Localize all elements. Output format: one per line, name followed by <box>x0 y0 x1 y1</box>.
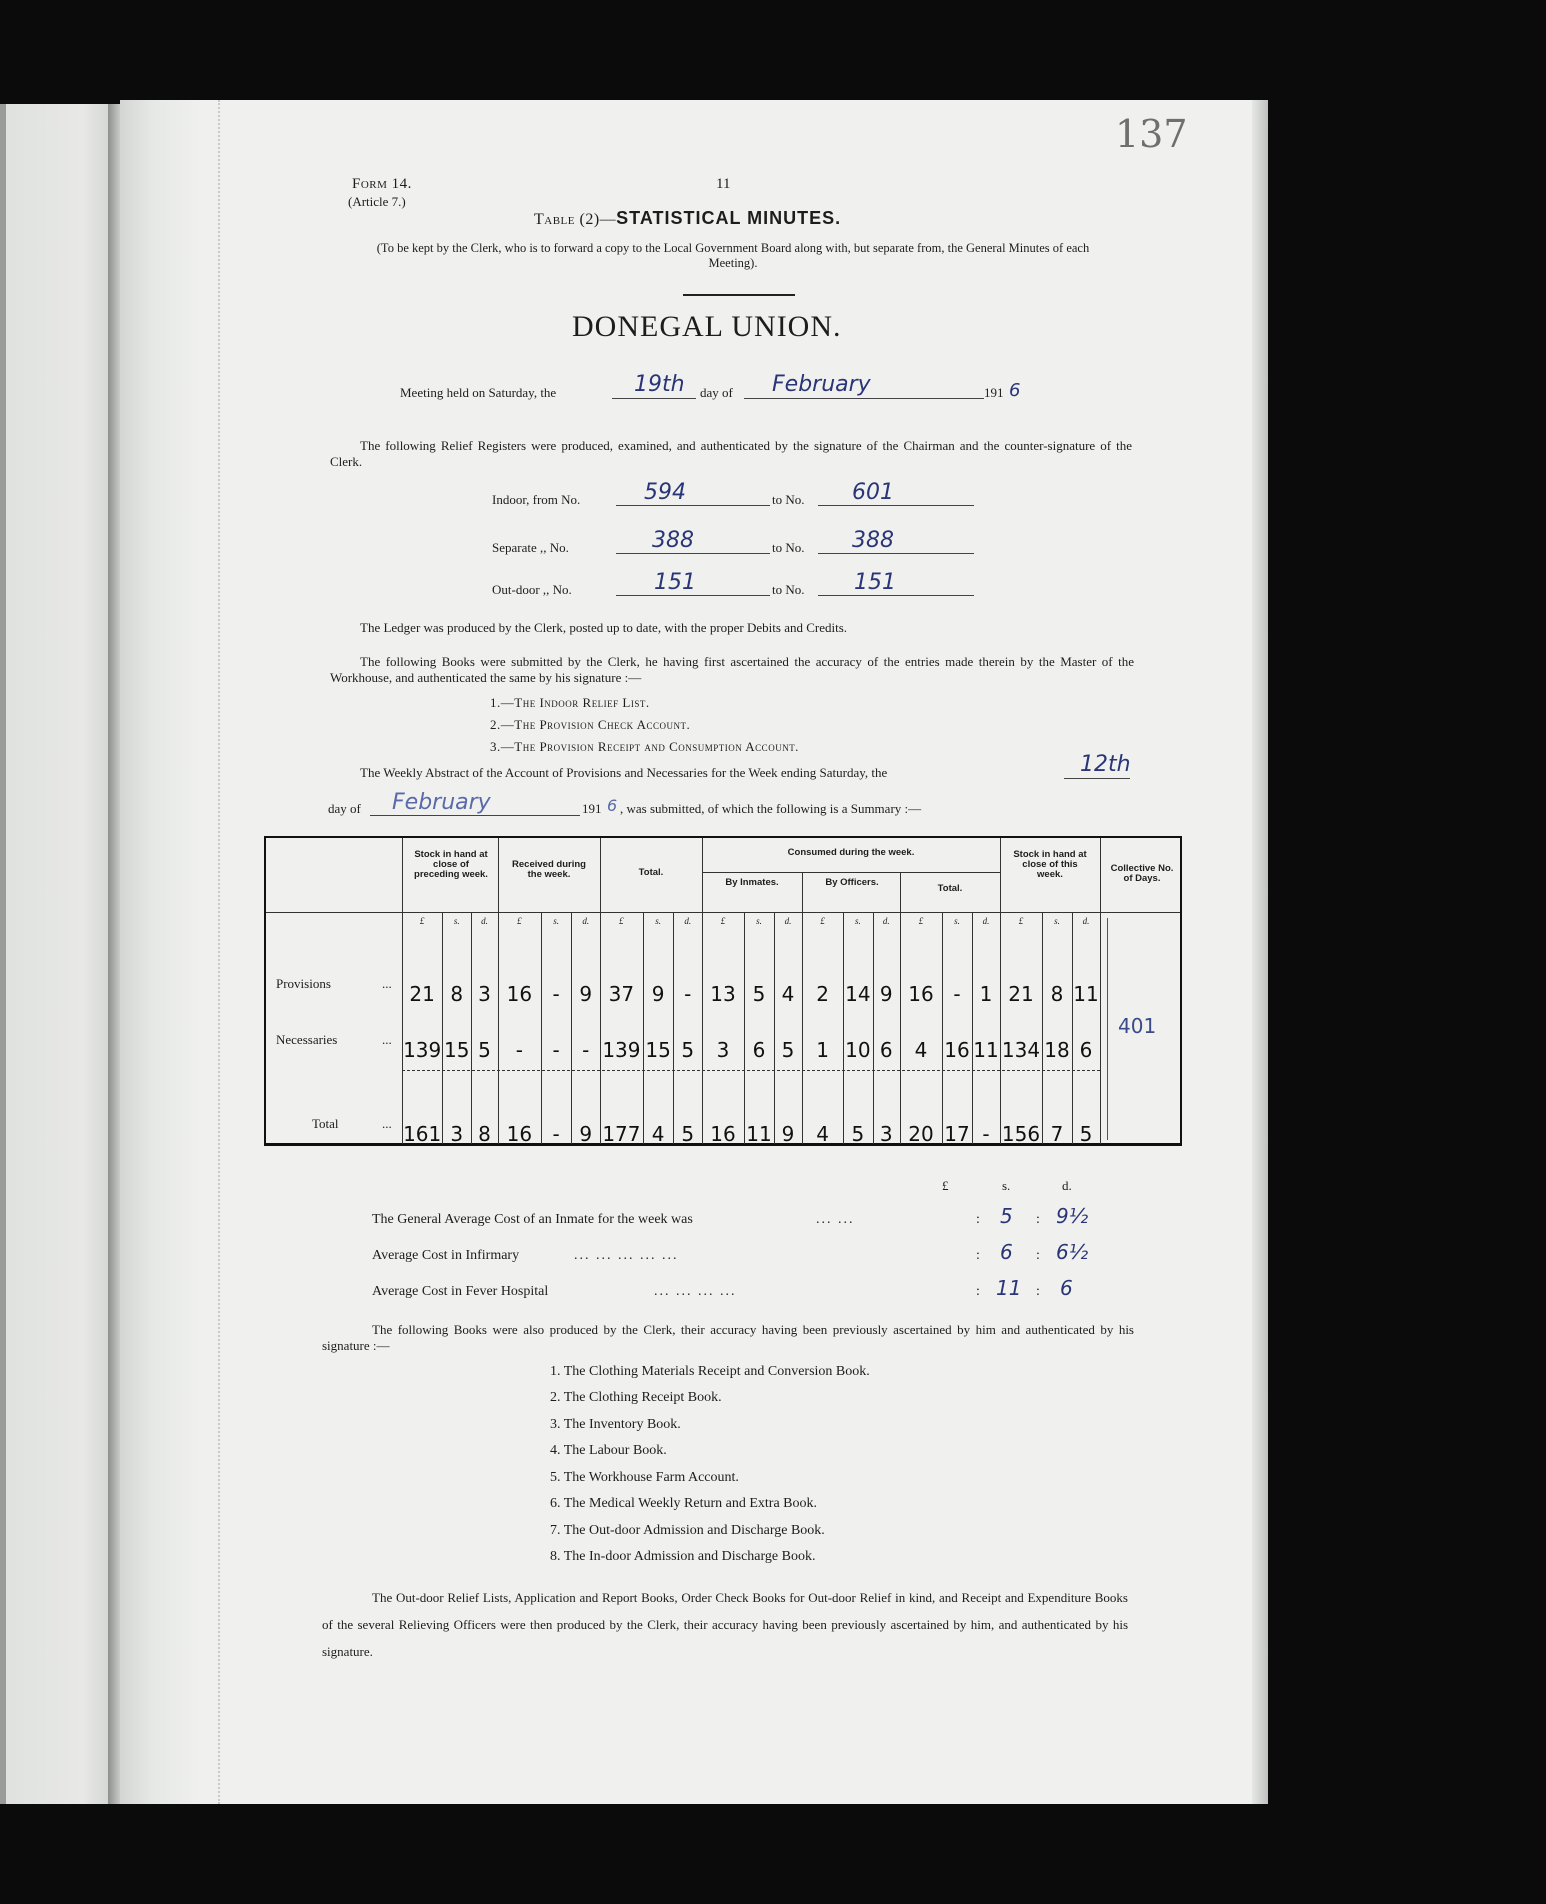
also-book-item: 1. The Clothing Materials Receipt and Conversion Book. <box>550 1364 870 1379</box>
also-book-item: 3. The Inventory Book. <box>550 1417 681 1432</box>
table-cell: 139 <box>403 1038 442 1062</box>
row-label-provisions <box>276 976 392 992</box>
unit-label: d. <box>784 916 792 926</box>
header-received: Received during the week. <box>512 859 586 880</box>
register-to-label: to No. <box>772 492 805 507</box>
table-cell: 16 <box>506 1122 533 1146</box>
sub-column-rule <box>571 912 572 1144</box>
table-cell: 2 <box>816 982 829 1006</box>
unit-label: d. <box>982 916 990 926</box>
unit-label: s. <box>453 916 460 926</box>
form-article: (Article 7.) <box>348 194 406 209</box>
table-cell: 16 <box>944 1038 970 1062</box>
union-name: DONEGAL UNION. <box>572 310 842 343</box>
left-page-edge <box>0 104 6 1804</box>
table-cell: 5 <box>681 1122 695 1146</box>
table-title <box>534 208 841 229</box>
table-cell: 14 <box>845 982 871 1006</box>
table-cell: 6 <box>879 1038 893 1062</box>
sub-column-rule <box>774 912 775 1144</box>
meeting-year: 191 <box>984 385 1004 400</box>
unit-label: d. <box>1082 916 1090 926</box>
register-from-separate: 388 <box>652 528 694 553</box>
register-line <box>818 595 974 596</box>
abstract-suffix: , was submitted, of which the following is a Summary :— <box>620 801 922 816</box>
table-cell: 7 <box>1050 1122 1064 1146</box>
unit-label: £ <box>1018 916 1024 926</box>
also-book-item: 4. The Labour Book. <box>550 1443 667 1458</box>
unit-label: d. <box>684 916 692 926</box>
table-cell: 16 <box>908 982 934 1006</box>
row-label-necessaries <box>276 1032 392 1048</box>
table-cell: 17 <box>944 1122 970 1146</box>
register-line <box>616 553 770 554</box>
fold-shadow <box>120 100 200 1804</box>
book-gutter <box>108 104 120 1804</box>
header-stock-close: Stock in hand at close of this week. <box>1013 849 1087 880</box>
sub-column-rule <box>843 912 844 1144</box>
collective-brace <box>1100 918 1108 1140</box>
table-cell: 1 <box>816 1038 829 1062</box>
table-cell: 177 <box>602 1122 641 1146</box>
instructions: (To be kept by the Clerk, who is to forward a copy to the Local Government Board along with, but separate from, the General Minutes of each Meeting). <box>376 241 1090 270</box>
summary-table <box>264 836 1182 1146</box>
register-label-separate: Separate ,, No. <box>492 540 569 555</box>
register-line <box>616 595 770 596</box>
register-from-indoor: 594 <box>644 480 686 505</box>
meeting-year-hand: 6 <box>1009 380 1021 401</box>
table-cell: 9 <box>879 982 893 1006</box>
register-line <box>818 553 974 554</box>
table-cell: - <box>552 1122 560 1146</box>
register-to-separate: 388 <box>852 528 894 553</box>
sub-column-rule <box>471 912 472 1144</box>
table-title-text: STATISTICAL MINUTES. <box>616 208 842 228</box>
table-cell: 9 <box>579 1122 593 1146</box>
register-to-label: to No. <box>772 582 805 597</box>
unit-label: £ <box>517 916 522 926</box>
unit-label: d. <box>882 916 890 926</box>
avg-infirmary-s: 6 <box>1000 1240 1013 1264</box>
avg-label-inmate: The General Average Cost of an Inmate for the week was <box>372 1212 693 1227</box>
table-cell: - <box>582 1038 590 1062</box>
sub-column-rule <box>744 912 745 1144</box>
leader-dots: ... <box>382 1116 392 1131</box>
table-cell: 16 <box>506 982 533 1006</box>
table-cell: 139 <box>602 1038 641 1062</box>
meeting-month: February <box>772 372 871 397</box>
table-cell: 8 <box>1050 982 1064 1006</box>
unit-label: s. <box>756 916 762 926</box>
table-cell: 6 <box>752 1038 766 1062</box>
register-line <box>616 505 770 506</box>
table-cell: 11 <box>746 1122 772 1146</box>
unit-label: £ <box>419 916 425 926</box>
unit-label: £ <box>619 916 624 926</box>
avg-colon: : <box>1036 1284 1040 1299</box>
register-to-label: to No. <box>772 540 805 555</box>
avg-colon: : <box>1036 1212 1040 1227</box>
leader-dots: ... <box>382 976 392 991</box>
table-cell: 3 <box>716 1038 730 1062</box>
table-cell: 4 <box>651 1122 665 1146</box>
table-cell: 5 <box>851 1122 865 1146</box>
table-cell: - <box>953 982 961 1006</box>
form-number: Form 14. <box>352 176 412 192</box>
header-consumed: Consumed during the week. <box>787 847 915 858</box>
book-item: 1.—The Indoor Relief List. <box>490 695 650 710</box>
row-label-text: Provisions <box>276 976 331 991</box>
also-books-intro: The following Books were also produced by the Clerk, their accuracy having been previously ascertained by him and authenticated by his signature :— <box>322 1322 1134 1353</box>
collective-days: 401 <box>1118 1014 1157 1038</box>
avg-label-fever: Average Cost in Fever Hospital <box>372 1284 549 1299</box>
sub-column-rule <box>442 912 443 1144</box>
register-label-indoor: Indoor, from No. <box>492 492 581 507</box>
also-book-item: 7. The Out-door Admission and Discharge Book. <box>550 1523 825 1538</box>
table-cell: 15 <box>645 1038 671 1062</box>
table-cell: 3 <box>478 982 491 1006</box>
register-to-outdoor: 151 <box>854 570 896 595</box>
table-cell: 20 <box>908 1122 934 1146</box>
avg-fever-d: 6 <box>1060 1276 1073 1300</box>
table-cell: 156 <box>1001 1122 1041 1146</box>
table-cell: 134 <box>1001 1038 1041 1062</box>
avg-dots: ... ... ... ... <box>654 1284 737 1299</box>
table-cell: - <box>515 1038 524 1062</box>
abstract-year: 191 <box>582 801 602 816</box>
unit-label: s. <box>854 916 861 926</box>
sub-column-rule <box>1042 912 1043 1144</box>
row-label-text: Total <box>312 1116 339 1131</box>
table-cell: 6 <box>1079 1038 1093 1062</box>
registers-intro: The following Relief Registers were produced, examined, and authenticated by the signature of the Chairman and the counter-signature of the Clerk. <box>330 438 1132 469</box>
table-rule <box>702 872 1000 873</box>
header-consumed-total: Total. <box>937 883 963 894</box>
avg-inmate-s: 5 <box>1000 1204 1013 1228</box>
header-by-officers: By Officers. <box>825 877 879 888</box>
sub-column-rule <box>1072 912 1073 1144</box>
meeting-prefix: Meeting held on Saturday, the <box>400 385 557 400</box>
table-cell: 16 <box>710 1122 736 1146</box>
row-label-text: Necessaries <box>276 1032 338 1047</box>
meeting-day-line <box>612 398 696 399</box>
table-cell: 5 <box>681 1038 695 1062</box>
book-item: 3.—The Provision Receipt and Consumption Account. <box>490 739 799 754</box>
book-item: 2.—The Provision Check Account. <box>490 717 691 732</box>
avg-dots: ... ... <box>816 1212 855 1227</box>
abstract-date-line <box>1064 778 1130 779</box>
sub-column-rule <box>972 912 973 1144</box>
sub-column-rule <box>541 912 542 1144</box>
table-rule <box>402 1070 1100 1071</box>
sub-column-rule <box>643 912 644 1144</box>
table-cell: 10 <box>845 1038 871 1062</box>
table-cell: 3 <box>879 1122 893 1146</box>
unit-label: s. <box>1054 916 1060 926</box>
unit-label: s. <box>553 916 559 926</box>
table-cell: 18 <box>1044 1038 1070 1062</box>
table-cell: 9 <box>579 982 593 1006</box>
register-to-indoor: 601 <box>852 480 894 505</box>
unit-label: d. <box>582 916 590 926</box>
table-cell: 5 <box>752 982 766 1006</box>
unit-label: s. <box>954 916 960 926</box>
meeting-month-line <box>744 398 984 399</box>
table-cell: 15 <box>443 1038 470 1062</box>
title-rule <box>683 294 795 296</box>
table-cell: 21 <box>1008 982 1034 1006</box>
page-edge <box>1252 100 1268 1804</box>
unit-label: s. <box>655 916 661 926</box>
meeting-day: 19th <box>634 372 685 397</box>
ledger-statement: The Ledger was produced by the Clerk, posted up to date, with the proper Debits and Credits. <box>360 620 848 635</box>
avg-infirmary-d: 6½ <box>1056 1240 1089 1264</box>
folio-number: 137 <box>1115 112 1188 156</box>
abstract-year-hand: 6 <box>607 796 618 815</box>
table-cell: - <box>552 1038 560 1062</box>
unit-label: £ <box>918 916 924 926</box>
avg-unit-shilling: s. <box>1002 1178 1011 1193</box>
also-book-item: 2. The Clothing Receipt Book. <box>550 1390 722 1405</box>
table-cell: 13 <box>710 982 736 1006</box>
abstract-month-line <box>370 815 580 816</box>
perforation-line <box>196 100 220 1804</box>
table-cell: 5 <box>478 1038 491 1062</box>
table-cell: 21 <box>409 982 435 1006</box>
closing-statement: The Out-door Relief Lists, Application and Report Books, Order Check Books for Out-door Relief in kind, and Receipt and Expenditure Books of the several Relieving Officers were then produced by the Clerk, their accuracy having been previously ascertained by him, and authenticated by his signature. <box>322 1590 1128 1659</box>
table-cell: 9 <box>781 1122 795 1146</box>
unit-label: £ <box>820 916 825 926</box>
register-label-outdoor: Out-door ,, No. <box>492 582 572 597</box>
table-cell: 5 <box>1079 1122 1093 1146</box>
also-book-item: 5. The Workhouse Farm Account. <box>550 1470 739 1485</box>
header-total: Total. <box>638 867 664 878</box>
avg-unit-pound: £ <box>942 1178 949 1193</box>
header-collective: Collective No. of Days. <box>1110 863 1174 884</box>
unit-label: £ <box>720 916 726 926</box>
books-intro: The following Books were submitted by the Clerk, he having first ascertained the accuracy of the entries made therein by the Master of the Workhouse, and authenticated the same by his signature :— <box>330 654 1134 685</box>
avg-colon: : <box>976 1212 980 1227</box>
avg-colon: : <box>976 1248 980 1263</box>
sub-column-rule <box>673 912 674 1144</box>
avg-colon: : <box>976 1284 980 1299</box>
table-cell: 37 <box>608 982 635 1006</box>
avg-colon: : <box>1036 1248 1040 1263</box>
register-line <box>818 505 974 506</box>
table-cell: 11 <box>973 1038 999 1062</box>
meeting-day-of: day of <box>700 385 733 400</box>
abstract-day-of: day of <box>328 801 361 816</box>
table-cell: 161 <box>403 1122 442 1146</box>
table-cell: 4 <box>781 982 795 1006</box>
avg-inmate-d: 9½ <box>1056 1204 1089 1228</box>
register-from-outdoor: 151 <box>654 570 696 595</box>
sub-column-rule <box>942 912 943 1144</box>
avg-dots: ... ... ... ... ... <box>574 1248 679 1263</box>
table-cell: - <box>982 1122 990 1146</box>
also-book-item: 6. The Medical Weekly Return and Extra Book. <box>550 1496 818 1511</box>
sub-column-rule <box>873 912 874 1144</box>
table-cell: 4 <box>816 1122 829 1146</box>
header-by-inmates: By Inmates. <box>725 877 779 888</box>
table-cell: 4 <box>914 1038 928 1062</box>
abstract-month: February <box>392 790 491 815</box>
table-cell: 8 <box>478 1122 491 1146</box>
avg-fever-s: 11 <box>996 1276 1022 1300</box>
leader-dots: ... <box>382 1032 392 1047</box>
header-stock-prev: Stock in hand at close of preceding week. <box>414 849 488 880</box>
table-cell: 9 <box>651 982 665 1006</box>
avg-unit-pence: d. <box>1062 1178 1072 1193</box>
table-cell: 11 <box>1073 982 1099 1006</box>
table-cell: - <box>684 982 692 1006</box>
page-number: 11 <box>716 176 731 192</box>
abstract-date: 12th <box>1080 752 1131 777</box>
table-cell: 3 <box>450 1122 464 1146</box>
unit-label: d. <box>481 916 488 926</box>
row-label-total <box>312 1116 392 1132</box>
avg-label-infirmary: Average Cost in Infirmary <box>372 1248 520 1263</box>
also-book-item: 8. The In-door Admission and Discharge Book. <box>550 1549 816 1564</box>
table-prefix: Table (2)— <box>534 211 617 228</box>
left-page <box>0 104 118 1804</box>
table-cell: 8 <box>450 982 464 1006</box>
table-cell: 5 <box>781 1038 795 1062</box>
table-cell: 1 <box>979 982 993 1006</box>
abstract-text: The Weekly Abstract of the Account of Provisions and Necessaries for the Week ending Saturday, the <box>360 765 888 780</box>
table-cell: - <box>552 982 560 1006</box>
